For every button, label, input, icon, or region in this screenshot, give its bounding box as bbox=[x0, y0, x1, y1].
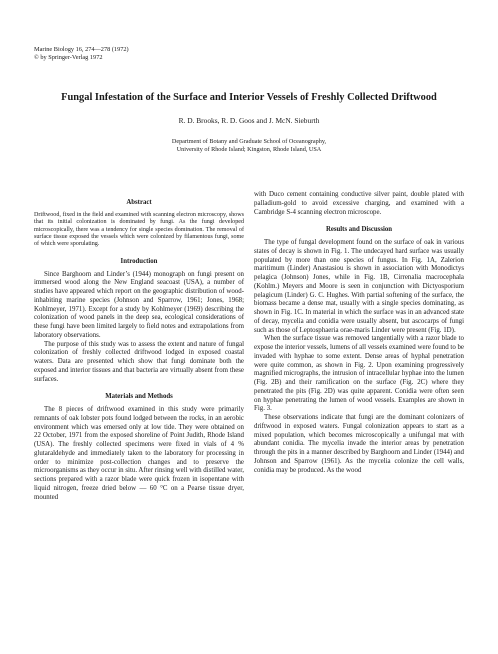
affiliation-line-2: University of Rhode Island; Kingston, Rhode Island, USA bbox=[176, 146, 322, 153]
abstract-text: Driftwood, fixed in the field and examined with scanning electron microscopy, shows that its initial colonization is dominated by fungi. As the fungi developed microscopically, there was a tendency for single species domination. The removal of surface tissue exposed the vessels which were colonized by filamentous fungi, some of which were sporulating. bbox=[34, 211, 244, 248]
results-heading: Results and Discussion bbox=[325, 226, 393, 234]
author-list: R. D. Brooks, R. D. Goos and J. McN. Sieburth bbox=[178, 116, 320, 125]
affiliation-line-1: Department of Botany and Graduate School of Oceanography, bbox=[171, 138, 327, 145]
left-column bbox=[34, 199, 244, 502]
results-paragraph-1: The type of fungal development found on the surface of oak in various states of decay is shown in Fig. 1. The undecayed hard surface was usually populated by more than one species of fungus. In Fig. 1A, Zalerion maritimum (Linder) Anastasiou is shown in association with Monodictys pelagica (Johnson) Jones, while in Fig. 1B, Cirrenalia macrocephala (Kohlm.) Meyers and Moore is seen in conjunction with Dictyosporium pelagicum (Linder) G. C. Hughes. With partial softening of the surface, the biomass became a dense mat, usually with a single species dominating, as shown in Fig. 1C. In material in which the surface was in an advanced state of decay, mycelia and conidia were usually absent, but ascocarps of fungi such as those of Leptosphaeria orae-maris Linder were present (Fig. 1D). bbox=[254, 239, 464, 334]
journal-citation: Marine Biology 16, 274—278 (1972) bbox=[34, 46, 129, 53]
methods-paragraph-1: The 8 pieces of driftwood examined in this study were primarily remnants of oak lobster pots found lodged between the rocks, in an aerobic environment which was emersed only at low tide. They were obtained on 22 October, 1971 from the exposed shoreline of Point Judith, Rhode Island (USA). The freshly collected specimens were fixed in vials of 4 % glutaraldehyde and immediately taken to the laboratory for processing in order to minimize post-collection changes and to preserve the microorganisms as they occur in situ. After rinsing well with distilled water, sections prepared with a razor blade were quick frozen in isopentane with liquid nitrogen, freeze dried below — 60 °C on a Pearse tissue dryer, mounted bbox=[34, 406, 244, 501]
results-paragraph-2: When the surface tissue was removed tangentially with a razor blade to expose the interior vessels, lumens of all vessels examined were found to be invaded with hyphae to some extent. Dense areas of hyphal penetration were quite common, as shown in Fig. 2. Upon examining progressively magnified micrographs, the intrusion of intracellular hyphae into the lumen (Fig. 2B) and their ramification on the surface (Fig. 2C) where they penetrated the pits (Fig. 2D) was quite apparent. Conidia were often seen on hyphae penetrating the lumen of wood vessels. Examples are shown in Fig. 3. bbox=[254, 335, 464, 413]
journal-info bbox=[34, 46, 129, 62]
introduction-paragraph-1: Since Barghoorn and Linder’s (1944) monograph on fungi present on immersed wood along the New England seacoast (USA), a number of studies have appeared which report on the geographic distribution of wood-inhabiting marine species (Johnson and Sparrow, 1961; Jones, 1968; Kohlmeyer, 1971). Except for a study by Kohlmeyer (1969) describing the colonization of wood panels in the deep sea, ecological considerations of these fungi have been limited largely to field notes and extrapolations from laboratory observations. bbox=[34, 270, 244, 339]
copyright-line: © by Springer-Verlag 1972 bbox=[34, 54, 103, 61]
methods-continuation: with Duco cement containing conductive silver paint, double plated with palladium-gold to avoid excessive charging, and examined with a Cambridge S-4 scanning electron microscope. bbox=[254, 191, 464, 216]
methods-heading: Materials and Methods bbox=[105, 393, 173, 401]
affiliation bbox=[0, 138, 498, 154]
abstract-heading: Abstract bbox=[126, 199, 152, 206]
right-column bbox=[254, 191, 464, 475]
introduction-heading: Introduction bbox=[120, 257, 158, 265]
results-paragraph-3: These observations indicate that fungi are the dominant colonizers of driftwood in exposed waters. Fungal colonization appears to start as a mixed population, which becomes microscopically a unifungal mat with abundant conidia. The mycelia invade the interior areas by penetration through the pits in a manner described by Barghoorn and Linder (1944) and Johnson and Sparrow (1961). As the mycelia colonize the cell walls, conidia may be produced. As the wood bbox=[254, 414, 464, 474]
paper-title: Fungal Infestation of the Surface and Interior Vessels of Freshly Collected Driftwood bbox=[61, 92, 437, 103]
introduction-paragraph-2: The purpose of this study was to assess the extent and nature of fungal colonization of freshly collected driftwood lodged in exposed coastal waters. Data are presented which show that fungi dominate both the exposed and interior tissues and that bacteria are virtually absent from these surfaces. bbox=[34, 340, 244, 383]
